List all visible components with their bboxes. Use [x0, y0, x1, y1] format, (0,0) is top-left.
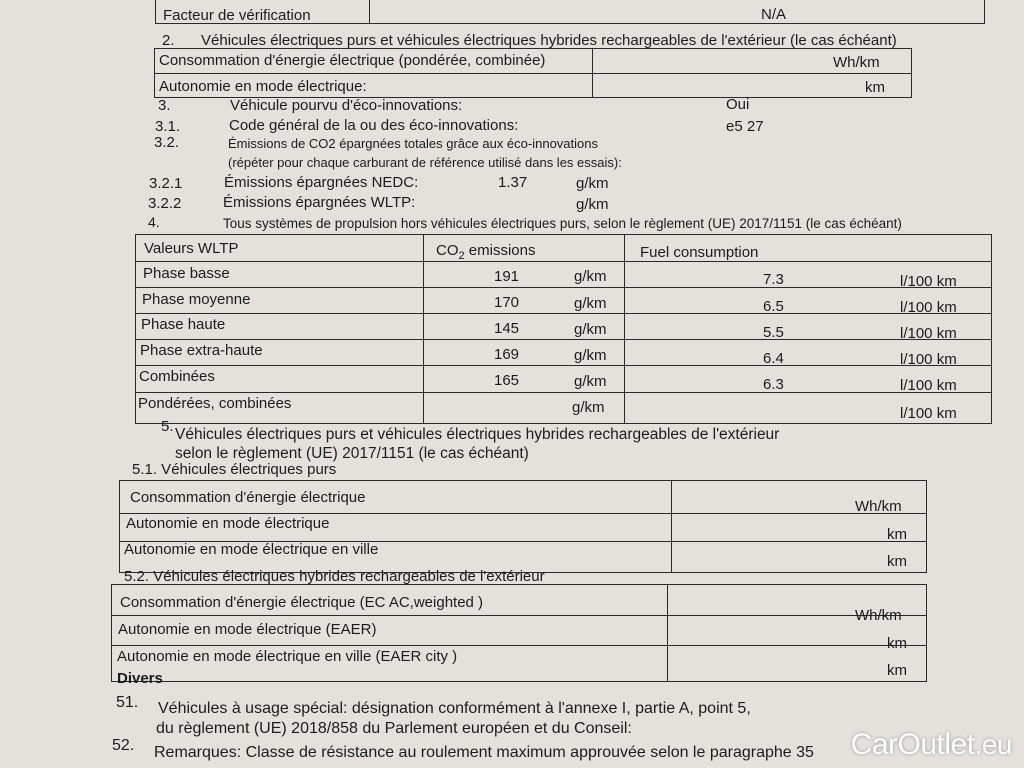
s5-2-row-3-label: Autonomie en mode électrique en ville (EAER city ) [117, 648, 458, 665]
section-5-title-line-1: Véhicules électriques purs et véhicules électriques hybrides rechargeables de l'extérieur [175, 426, 780, 443]
section-4-title: Tous systèmes de propulsion hors véhicules électriques purs, selon le règlement (UE) 2017/1151 (le cas échéant) [223, 216, 902, 231]
s5-1-row-3-label: Autonomie en mode électrique en ville [124, 541, 379, 558]
section-2-title: Véhicules électriques purs et véhicules électriques hybrides rechargeables de l'extérieur (le cas échéant) [201, 32, 897, 49]
table-row-co2: 165 [494, 372, 520, 389]
section-4-number: 4. [148, 214, 160, 230]
wltp-header-fuel: Fuel consumption [640, 244, 759, 261]
table-row-phase: Phase extra-haute [140, 342, 263, 359]
section-5-number: 5. [161, 418, 174, 435]
section-3-2-2-number: 3.2.2 [148, 195, 182, 212]
table-row-phase: Pondérées, combinées [138, 395, 292, 412]
table-row-phase: Phase basse [143, 265, 230, 282]
table-row-fuel: 6.3 [763, 376, 784, 393]
facteur-label: Facteur de vérification [163, 7, 311, 24]
table-row-fuel-unit: l/100 km [900, 351, 957, 368]
table-row-co2: 145 [494, 320, 520, 337]
divers-51-number: 51. [116, 694, 139, 711]
table-row-co2: 169 [494, 346, 520, 363]
section-3-2-2-label: Émissions épargnées WLTP: [223, 194, 416, 211]
section-3-2-label: Émissions de CO2 épargnées totales grâce aux éco-innovations [228, 136, 598, 151]
section-3-value: Oui [726, 96, 750, 113]
section-3-1-value: e5 27 [726, 118, 764, 135]
wltp-header-co2: $CO_2$ emissions [436, 242, 536, 262]
section-3-2-note: (répéter pour chaque carburant de référence utilisé dans les essais): [228, 155, 622, 170]
table-row-co2-unit: g/km [574, 373, 607, 390]
divers-51-line-2: du règlement (UE) 2018/858 du Parlement européen et du Conseil: [156, 720, 632, 737]
table-row-co2: 170 [494, 294, 520, 311]
table-row-co2-unit: g/km [574, 321, 607, 338]
s5-1-row-1-unit: Wh/km [855, 498, 902, 515]
section-3-label: Véhicule pourvu d'éco-innovations: [230, 97, 463, 114]
table-row-fuel-unit: l/100 km [900, 405, 957, 422]
table-row-phase: Combinées [139, 368, 215, 385]
s2-row-2-unit: km [865, 79, 885, 96]
section-3-2-number: 3.2. [154, 134, 180, 151]
s5-2-row-2-unit: km [887, 635, 907, 652]
divers-52-number: 52. [112, 737, 135, 754]
table-row-fuel: 6.4 [763, 350, 784, 367]
s5-2-row-1-unit: Wh/km [855, 607, 902, 624]
section-3-1-number: 3.1. [155, 118, 181, 135]
s5-1-row-2-label: Autonomie en mode électrique [126, 515, 330, 532]
s2-row-2-label: Autonomie en mode électrique: [159, 78, 367, 95]
section-3-2-2-unit: g/km [576, 196, 609, 213]
table-row-co2-unit: g/km [574, 295, 607, 312]
table-row-co2: 191 [494, 268, 520, 285]
divers-title: Divers [117, 670, 163, 687]
table-row-fuel-unit: l/100 km [900, 377, 957, 394]
section-3-2-1-unit: g/km [576, 175, 609, 192]
divers-52-line-1: Remarques: Classe de résistance au roulement maximum approuvée selon le paragraphe 35 [154, 744, 814, 761]
s5-1-row-3-unit: km [887, 553, 907, 570]
table-row-fuel-unit: l/100 km [900, 273, 957, 290]
section-2-number: 2. [162, 32, 175, 49]
s2-row-1-unit: Wh/km [833, 54, 880, 71]
section-3-2-1-label: Émissions épargnées NEDC: [224, 174, 419, 191]
table-row-co2-unit: g/km [574, 268, 607, 285]
s5-2-row-2-label: Autonomie en mode électrique (EAER) [118, 621, 377, 638]
table-row-co2-unit: g/km [574, 347, 607, 364]
s5-1-row-2-unit: km [887, 526, 907, 543]
table-row-co2-unit: g/km [572, 399, 605, 416]
section-3-2-1-value: 1.37 [498, 174, 528, 191]
section-5-title-line-2: selon le règlement (UE) 2017/1151 (le cas échéant) [175, 445, 529, 462]
section-5-2-title: 5.2. Véhicules électriques hybrides rechargeables de l'extérieur [124, 568, 545, 585]
s5-2-row-3-unit: km [887, 662, 907, 679]
table-row-fuel-unit: l/100 km [900, 299, 957, 316]
s2-row-1-label: Consommation d'énergie électrique (pondérée, combinée) [159, 52, 546, 69]
wltp-header-label: Valeurs WLTP [144, 240, 239, 257]
caroutlet-watermark: CarOutlet.eu [850, 728, 1012, 761]
table-row-fuel: 6.5 [763, 298, 784, 315]
table-row-phase: Phase haute [141, 316, 226, 333]
section-5-1-title: 5.1. Véhicules électriques purs [132, 461, 337, 478]
table-row-fuel-unit: l/100 km [900, 325, 957, 342]
section-3-number: 3. [158, 97, 171, 114]
s5-1-row-1-label: Consommation d'énergie électrique [130, 489, 366, 506]
table-row-fuel: 7.3 [763, 271, 784, 288]
section-3-2-1-number: 3.2.1 [149, 175, 183, 192]
facteur-value: N/A [761, 6, 787, 23]
table-row-fuel: 5.5 [763, 324, 784, 341]
s5-2-row-1-label: Consommation d'énergie électrique (EC AC,weighted ) [120, 594, 484, 611]
top-table-divider [369, 0, 370, 23]
table-row-phase: Phase moyenne [142, 291, 251, 308]
divers-51-line-1: Véhicules à usage spécial: désignation conformément à l'annexe I, partie A, point 5, [158, 700, 751, 717]
section-3-1-label: Code général de la ou des éco-innovations: [229, 117, 519, 134]
